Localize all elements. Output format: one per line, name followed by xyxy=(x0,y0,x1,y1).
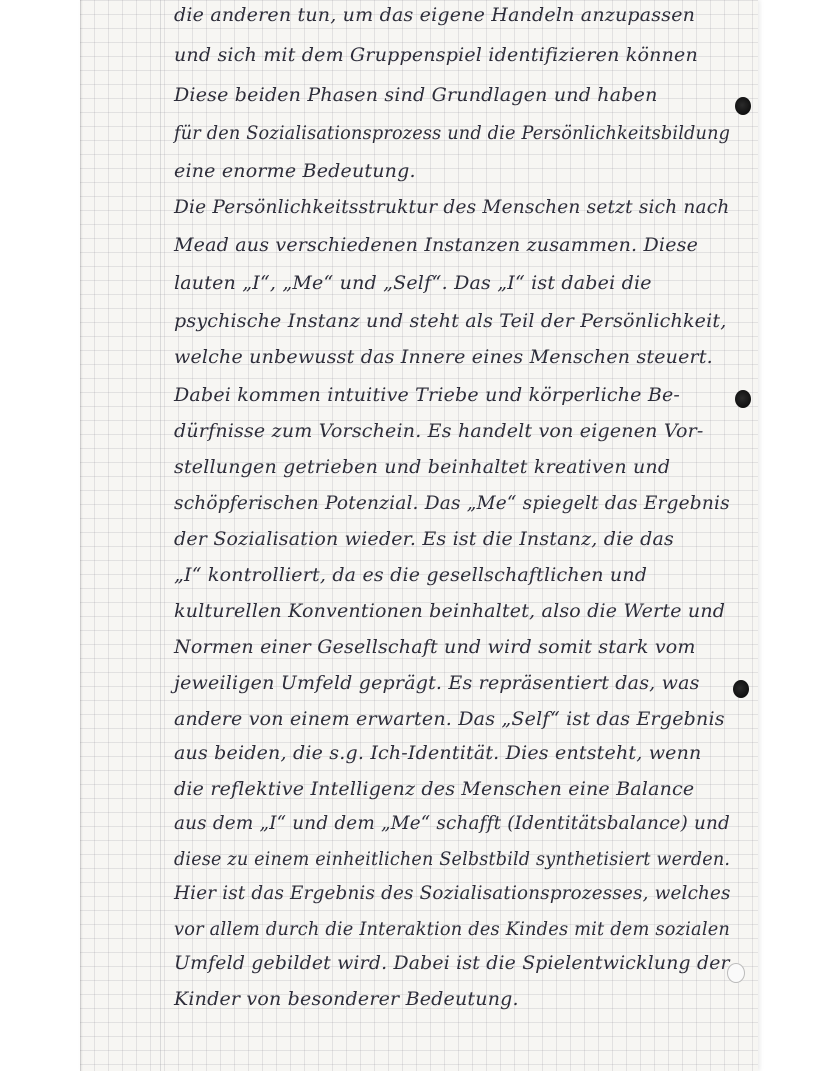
handwritten-line: für den Sozialisationsprozess und die Persönlichkeitsbildung xyxy=(174,122,731,144)
handwritten-line: Mead aus verschiedenen Instanzen zusammen. Diese xyxy=(174,234,699,256)
handwritten-line: psychische Instanz und steht als Teil der Persönlichkeit, xyxy=(174,310,727,332)
punch-hole-lower xyxy=(733,680,749,698)
handwritten-line: aus dem „I“ und dem „Me“ schafft (Identitätsbalance) und xyxy=(174,812,731,834)
handwritten-line: der Sozialisation wieder. Es ist die Instanz, die das xyxy=(174,528,674,550)
handwritten-line: kulturellen Konventionen beinhaltet, also die Werte und xyxy=(174,600,726,622)
handwritten-line: die reflektive Intelligenz des Menschen eine Balance xyxy=(174,778,695,800)
handwritten-line: jeweiligen Umfeld geprägt. Es repräsentiert das, was xyxy=(174,672,700,694)
handwritten-line: eine enorme Bedeutung. xyxy=(174,160,416,182)
handwritten-line: Dabei kommen intuitive Triebe und körperliche Be- xyxy=(174,384,681,406)
handwritten-line: stellungen getrieben und beinhaltet kreativen und xyxy=(174,456,671,478)
handwritten-line: Die Persönlichkeitsstruktur des Menschen setzt sich nach xyxy=(174,196,730,218)
handwritten-line: lauten „I“, „Me“ und „Self“. Das „I“ ist dabei die xyxy=(174,272,652,294)
punch-hole-middle xyxy=(735,390,751,408)
handwritten-line: Normen einer Gesellschaft und wird somit stark vom xyxy=(174,636,696,658)
punch-hole-top xyxy=(735,97,751,115)
handwritten-line: die anderen tun, um das eigene Handeln anzupassen xyxy=(174,4,696,26)
handwritten-line: Hier ist das Ergebnis des Sozialisationsprozesses, welches xyxy=(174,882,731,904)
handwritten-line: „I“ kontrolliert, da es die gesellschaftlichen und xyxy=(174,564,648,586)
margin-line xyxy=(160,0,161,1071)
handwritten-line: welche unbewusst das Innere eines Menschen steuert. xyxy=(174,346,713,368)
handwritten-line: vor allem durch die Interaktion des Kindes mit dem sozialen xyxy=(174,918,731,940)
handwritten-line: schöpferischen Potenzial. Das „Me“ spiegelt das Ergebnis xyxy=(174,492,730,514)
handwritten-line: Kinder von besonderer Bedeutung. xyxy=(174,988,519,1010)
handwritten-line: und sich mit dem Gruppenspiel identifizieren können xyxy=(174,44,698,66)
handwritten-line: Umfeld gebildet wird. Dabei ist die Spielentwicklung der xyxy=(174,952,730,974)
page-edge-shadow xyxy=(80,0,83,1071)
handwritten-line: Diese beiden Phasen sind Grundlagen und haben xyxy=(174,84,658,106)
handwritten-line: aus beiden, die s.g. Ich-Identität. Dies entsteht, wenn xyxy=(174,742,702,764)
handwritten-line: andere von einem erwarten. Das „Self“ ist das Ergebnis xyxy=(174,708,725,730)
handwritten-line: dürfnisse zum Vorschein. Es handelt von eigenen Vor- xyxy=(174,420,704,442)
handwritten-line: diese zu einem einheitlichen Selbstbild synthetisiert werden. xyxy=(174,848,731,870)
